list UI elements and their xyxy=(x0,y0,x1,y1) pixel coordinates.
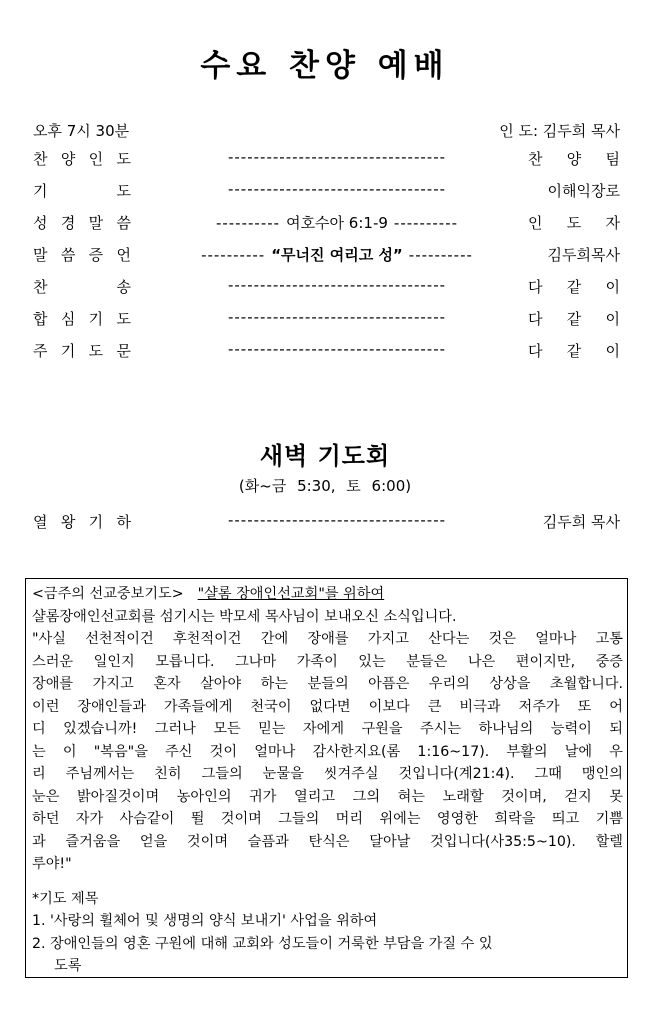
service-meta xyxy=(33,120,620,142)
order-responsible-text: 다 xyxy=(528,310,543,328)
order-label-char: 말 xyxy=(33,246,48,264)
order-leader-line: ---------------------------------- xyxy=(227,276,447,294)
order-responsible-text: 양 xyxy=(566,150,582,168)
mission-body xyxy=(32,606,623,876)
order-label-char: 찬 xyxy=(33,150,48,168)
mission-body-line: 는 이 "복음"을 주신 것이 얼마나 감사한지요(롬 1:16~17). 부활의 날에 우 xyxy=(32,743,623,760)
order-leader-line: ---------------------------------- xyxy=(227,308,447,326)
mission-body-line: 샬롬장애인선교회를 섬기시는 박모세 목사님이 보내오신 소식입니다. xyxy=(32,608,457,625)
order-responsible-text: 이해익장로 xyxy=(547,182,620,200)
order-responsible-text: 다 xyxy=(528,342,543,360)
service-order-list xyxy=(33,144,620,368)
order-label-char: 합 xyxy=(33,310,48,328)
order-label-char: 성 xyxy=(33,214,48,232)
mission-body-line: 장애를 가지고 혼자 살아야 하는 분들의 아픔은 우리의 상상을 초월합니다. xyxy=(32,676,623,692)
order-responsible-text: 팀 xyxy=(605,150,620,168)
order-label-char: 말 xyxy=(88,214,104,232)
service-leader: 인 도: 김두희 목사 xyxy=(499,122,620,140)
order-row xyxy=(33,176,620,208)
order-leader-line: ---------- 여호수아 6:1-9 ---------- xyxy=(215,214,459,232)
order-label-char: 기 xyxy=(88,310,104,328)
order-responsible-text: 찬 xyxy=(528,150,543,168)
order-leader-line: ---------------------------------- xyxy=(227,180,447,198)
order-label-char: 도 xyxy=(116,310,131,328)
mission-body-line: 이런 장애인들과 가족들에게 천국이 없다면 이보다 큰 비극과 저주가 또 어 xyxy=(32,698,623,715)
prayer-item xyxy=(32,910,623,933)
order-label-char: 기 xyxy=(60,342,76,360)
order-label-char: 하 xyxy=(116,513,131,531)
order-responsible-text: 이 xyxy=(605,310,620,328)
order-leader-line: ---------------------------------- xyxy=(227,511,447,529)
mission-body-line: 디 있겠습니까! 그러나 모든 믿는 자에게 구원을 주시는 하나님의 능력이 되 xyxy=(32,721,623,737)
order-label-char: 왕 xyxy=(60,513,76,531)
order-label-char: 언 xyxy=(116,246,131,264)
mission-body-line: 루야!" xyxy=(32,856,72,872)
order-row xyxy=(33,208,620,240)
mission-body-line: 눈은 밝아질것이며 농아인의 귀가 열리고 그의 혀는 노래할 것이며, 걷지 못 xyxy=(32,788,623,805)
order-row xyxy=(33,272,620,304)
prayer-text: 장애인들의 영혼 구원에 대해 교회와 성도들이 거룩한 부담을 가질 수 있 xyxy=(50,935,493,952)
mission-body-line: 하던 자가 사슴같이 뛸 것이며 그들의 머리 위에는 영영한 희락을 띄고 기쁨 xyxy=(32,811,623,827)
service-time: 오후 7시 30분 xyxy=(33,122,130,140)
order-responsible xyxy=(528,340,620,361)
dawn-time: (화~금 5:30, 토 6:00) xyxy=(238,477,412,495)
order-middle-text: 여호수아 6:1-9 xyxy=(286,214,388,232)
order-responsible xyxy=(528,276,620,297)
order-label xyxy=(33,511,131,532)
order-row xyxy=(33,336,620,368)
order-label-char: 도 xyxy=(116,182,131,200)
order-responsible-text: 다 xyxy=(528,278,543,296)
mission-heading-row xyxy=(32,583,623,606)
order-label xyxy=(33,244,131,265)
order-label-char: 주 xyxy=(33,342,48,360)
order-label-char: 심 xyxy=(60,310,76,328)
order-label-char: 양 xyxy=(60,150,76,168)
order-leader-line: ---------- “무너진 여리고 성” ---------- xyxy=(201,246,473,264)
mission-body-line: 과 즐거움을 얻을 것이며 슬픔과 탄식은 달아날 것입니다(사35:5~10). 할렐 xyxy=(32,833,623,850)
prayer-item xyxy=(32,955,623,978)
prayer-item xyxy=(32,933,623,956)
dawn-title: 새벽 기도회 xyxy=(259,442,391,470)
order-responsible-text: 김두희목사 xyxy=(547,246,620,264)
order-responsible xyxy=(528,308,620,329)
prayer-number: 2. xyxy=(32,935,46,952)
order-leader-line: ---------------------------------- xyxy=(227,340,447,358)
order-row xyxy=(33,507,620,539)
order-responsible xyxy=(528,212,620,233)
mission-body-line: "사실 선천적이건 후천적이건 간에 장애를 가지고 산다는 것은 얼마나 고통 xyxy=(32,631,623,647)
prayer-number: 1. xyxy=(32,913,46,929)
order-responsible-text: 자 xyxy=(605,214,620,232)
order-label-char: 씀 xyxy=(116,214,131,232)
order-label xyxy=(33,212,131,233)
prayer-text: 도록 xyxy=(54,958,82,974)
order-label xyxy=(33,180,131,201)
order-label-char: 기 xyxy=(88,513,104,531)
order-label-char: 송 xyxy=(116,278,131,296)
order-responsible-text: 같 xyxy=(566,278,582,296)
order-responsible-text: 같 xyxy=(566,310,582,328)
order-label-char: 경 xyxy=(60,214,76,232)
mission-subject: "샬롬 장애인선교회"를 위하여 xyxy=(197,586,385,602)
dawn-order-list xyxy=(33,507,620,539)
order-responsible xyxy=(528,244,620,265)
mission-body-line: 리 주님께서는 친히 그들의 눈물을 씻겨주실 것입니다(계21:4). 그때 맹인의 xyxy=(32,766,623,782)
order-responsible-text: 김두희 목사 xyxy=(542,513,620,531)
order-responsible-text: 인 xyxy=(528,214,543,232)
order-label-char: 인 xyxy=(88,150,104,168)
service-title: 수요 찬양 예배 xyxy=(200,48,450,84)
order-row xyxy=(33,240,620,272)
order-leader-line: ---------------------------------- xyxy=(227,148,447,166)
order-label xyxy=(33,340,131,361)
order-responsible xyxy=(528,180,620,201)
order-label xyxy=(33,276,131,297)
order-row xyxy=(33,304,620,336)
order-label xyxy=(33,148,131,169)
prayer-title: *기도 제목 xyxy=(32,890,99,907)
order-middle-text: “무너진 여리고 성” xyxy=(271,246,403,264)
mission-prayer-box xyxy=(25,578,628,978)
order-label-char: 씀 xyxy=(60,246,76,264)
order-label xyxy=(33,308,131,329)
mission-body-line: 스러운 일인지 모릅니다. 그나마 가족이 있는 분들은 나은 편이지만, 중증 xyxy=(32,653,623,670)
order-label-char: 열 xyxy=(33,513,48,531)
mission-heading: <금주의 선교중보기도> xyxy=(32,586,184,602)
order-responsible-text: 이 xyxy=(605,278,620,296)
order-responsible xyxy=(528,148,620,169)
prayer-text: '사랑의 휠체어 및 생명의 양식 보내기' 사업을 위하여 xyxy=(50,913,378,929)
order-responsible-text: 이 xyxy=(605,342,620,360)
order-responsible-text: 같 xyxy=(566,342,582,360)
order-label-char: 도 xyxy=(116,150,131,168)
order-row xyxy=(33,144,620,176)
order-label-char: 기 xyxy=(33,182,48,200)
order-label-char: 도 xyxy=(88,342,104,360)
order-responsible-text: 도 xyxy=(566,214,582,232)
order-label-char: 찬 xyxy=(33,278,48,296)
order-label-char: 증 xyxy=(88,246,104,264)
order-label-char: 문 xyxy=(116,342,131,360)
order-responsible xyxy=(528,511,620,532)
prayer-list xyxy=(32,910,623,978)
